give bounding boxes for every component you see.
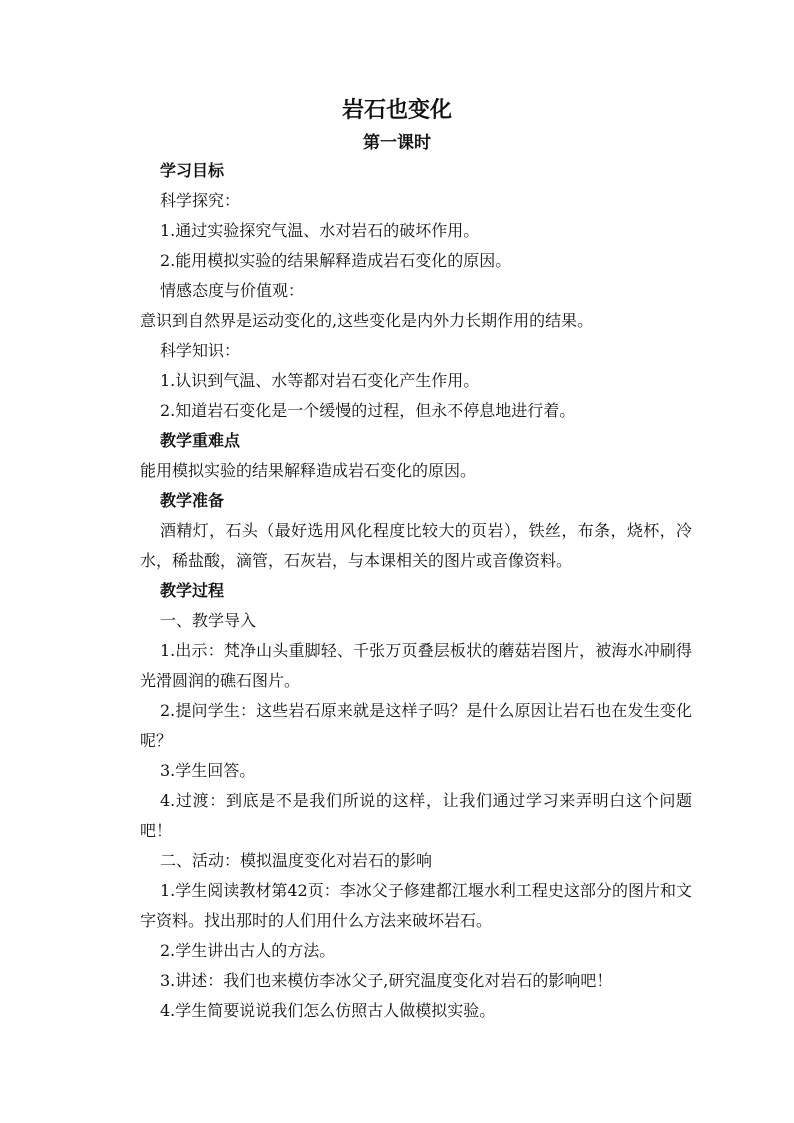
section-heading-process: 教学过程 — [160, 581, 225, 600]
list-item: 1.通过实验探究气温、水对岩石的破坏作用。 — [160, 221, 480, 240]
document-subtitle: 第一课时 — [363, 133, 431, 153]
list-item: 3.学生回答。 — [160, 761, 256, 780]
document-body — [140, 156, 692, 1026]
paragraph-text: 2.提问学生：这些岩石原来就是这样子吗？是什么原因让岩石也在发生变化呢？ — [140, 701, 692, 750]
subheading-inquiry: 科学探究： — [160, 191, 241, 210]
list-item: 3.讲述：我们也来模仿李冰父子,研究温度变化对岩石的影响吧！ — [160, 971, 613, 990]
subheading-knowledge: 科学知识： — [160, 341, 241, 360]
section-heading-preparation: 教学准备 — [160, 491, 225, 510]
section-heading-key-points: 教学重难点 — [160, 431, 241, 450]
document-title: 岩石也变化 — [341, 98, 452, 123]
list-item: 2.学生讲出古人的方法。 — [160, 941, 336, 960]
paragraph-text: 酒精灯，石头（最好选用风化程度比较大的页岩），铁丝，布条，烧杯，冷水，稀盐酸，滴管，石灰岩，与本课相关的图片或音像资料。 — [140, 521, 692, 570]
subheading-activity: 二、活动：模拟温度变化对岩石的影响 — [160, 851, 433, 870]
paragraph-text: 意识到自然界是运动变化的,这些变化是内外力长期作用的结果。 — [140, 311, 594, 330]
subheading-introduction: 一、教学导入 — [160, 611, 257, 630]
list-item: 1.认识到气温、水等都对岩石变化产生作用。 — [160, 371, 480, 390]
subheading-attitude: 情感态度与价值观： — [160, 281, 305, 300]
list-item: 4.学生简要说说我们怎么仿照古人做模拟实验。 — [160, 1001, 496, 1020]
section-heading-objectives: 学习目标 — [160, 161, 225, 180]
list-item: 2.知道岩石变化是一个缓慢的过程，但永不停息地进行着。 — [160, 401, 576, 420]
paragraph-text: 1.出示：梵净山头重脚轻、千张万页叠层板状的蘑菇岩图片，被海水冲刷得光滑圆润的礁石图片。 — [140, 641, 692, 690]
list-item: 2.能用模拟实验的结果解释造成岩石变化的原因。 — [160, 251, 512, 270]
paragraph-text: 4.过渡：到底是不是我们所说的这样，让我们通过学习来弄明白这个问题吧！ — [140, 791, 692, 840]
paragraph-text: 1.学生阅读教材第42页：李冰父子修建都江堰水利工程史这部分的图片和文字资料。找出那时的人们用什么方法来破坏岩石。 — [140, 881, 692, 930]
paragraph-text: 能用模拟实验的结果解释造成岩石变化的原因。 — [140, 461, 477, 480]
